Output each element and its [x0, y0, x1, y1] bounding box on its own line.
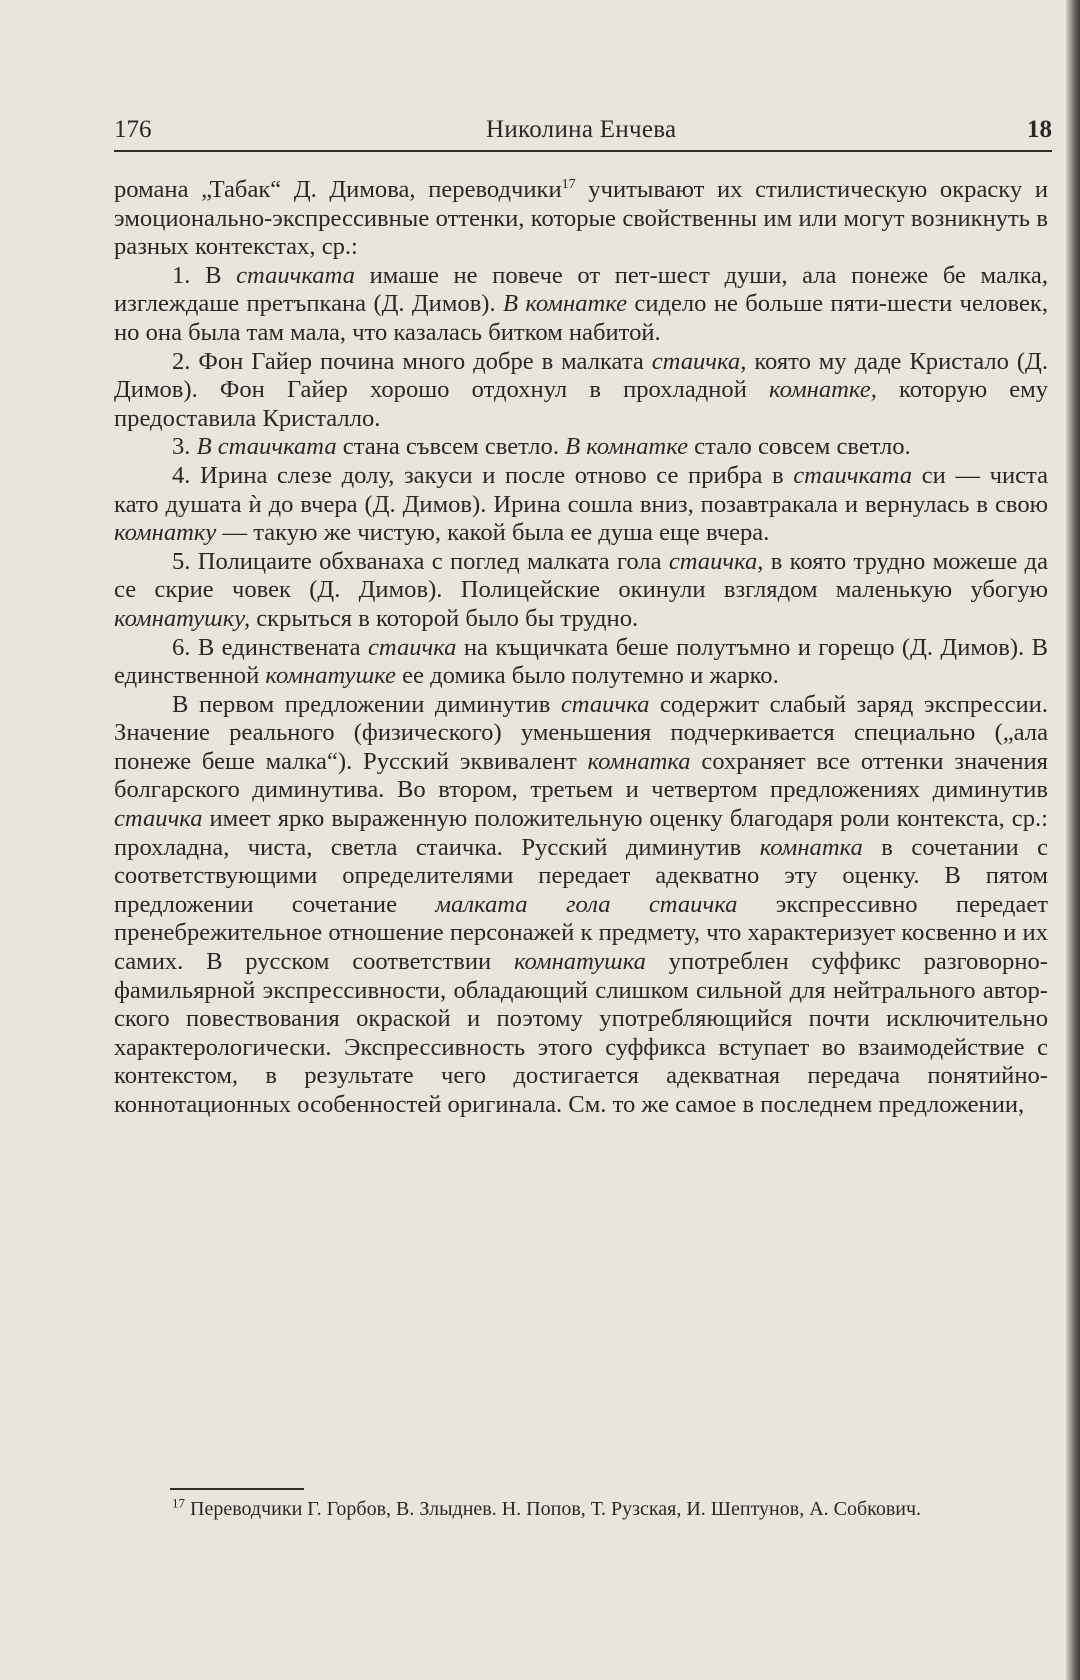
example-paragraph — [114, 548, 1048, 634]
italic-term: стаичката — [236, 261, 355, 289]
italic-term: В комнатке — [565, 433, 689, 461]
footnote-ref: 17 — [561, 176, 576, 192]
italic-term: стаичка, — [668, 547, 764, 575]
example-paragraph — [114, 262, 1048, 348]
text-run: си — чиста като душата ѝ до вчера (Д. Димов). Ирина сошла вниз, позавтракала и вернулась в свою — [114, 461, 1048, 518]
italic-term: комнатке, — [769, 376, 877, 404]
text-run: имаше не повече от пет-шест души, ала понеже бе малка, изглеждаше претъпкана (Д. Димов). — [114, 261, 1048, 318]
text-run: 3. — [172, 433, 197, 461]
italic-term: комнатушка — [513, 948, 646, 976]
text-run: която му даде Кристало (Д. Димов). Фон Гайер хорошо отдохнул в прохладной — [114, 347, 1048, 404]
text-run: 5. Полицаите обхванаха с поглед малката гола — [172, 547, 669, 575]
example-paragraph — [114, 348, 1048, 434]
page-number: 176 — [114, 116, 152, 143]
text-run: 2. Фон Гайер почина много добре в малката — [172, 347, 652, 375]
text-run: 6. В единствената — [172, 633, 368, 661]
italic-term: стаичката — [793, 461, 913, 489]
italic-term: комнатушку, — [114, 604, 251, 632]
text-run: В первом предложении диминутив — [172, 690, 561, 718]
italic-term: комнатку — [114, 519, 217, 547]
text-run: ее домика было полутемно и жарко. — [395, 662, 779, 690]
text-run: стана съвсем светло. — [336, 433, 566, 461]
italic-term: малката гола стаичка — [435, 890, 738, 918]
italic-term: стаичка — [367, 633, 457, 661]
text-run: сидело не больше пяти-шести человек, но она была там мала, что казалась битком набитой. — [114, 290, 1048, 346]
example-paragraph — [114, 634, 1048, 691]
text-run: учитывают их стилистическую окраску и эмоционально-экспрессивные оттенки, которые свойственны им или могут возникнуть в разных контекстах, ср.: — [114, 176, 1048, 261]
text-run: употреблен суффикс разговорно-фамильярной экспрессивности, обладающий слишком сильной для нейтрального авторского повествования окраской и поэтому употребляющийся почти исключительно характерологически. Экспрессивность этого суффикса вступает во взаимодействие с контекстом, в результате чего достигается адекватная передача понятийно-коннотационных особенностей оригинала. См. то же самое в последнем предложении, — [114, 948, 1048, 1118]
footnote — [114, 1496, 1048, 1523]
text-run: в която трудно можеше да се скрие човек (Д. Димов). Полицейские окинули взглядом маленькую убогую — [114, 547, 1048, 604]
text-run: — такую же чистую, какой была ее душа еще вчера. — [216, 519, 770, 547]
text-run: скрыться в которой было бы трудно. — [250, 604, 639, 632]
page-edge-shadow — [1066, 0, 1080, 1680]
text-run: содержит слабый заряд экспрессии. Значение реального (физического) уменьшения подчеркивается специально („ала понеже беше малка“). Русский эквивалент — [114, 690, 1048, 775]
text-run: которую ему предоставила Кристалло. — [114, 376, 1048, 432]
footnote-text: Переводчики Г. Горбов, В. Злыднев. Н. Попов, Т. Рузская, И. Шептунов, А. Собкович. — [185, 1498, 922, 1520]
italic-term: комнатушке — [265, 662, 396, 690]
italic-term: комнатка — [587, 747, 691, 775]
italic-term: комнатка — [759, 833, 863, 861]
text-run: романа „Табак“ Д. Димова, переводчики — [114, 176, 562, 203]
paragraph-continuation — [114, 176, 1048, 262]
page-corner-mark: 18 — [1027, 116, 1052, 143]
italic-term: В комнатке — [503, 290, 628, 318]
header-rule — [114, 150, 1052, 152]
italic-term: стаичка — [560, 690, 650, 718]
text-run: 1. В — [172, 261, 237, 289]
analysis-paragraph — [114, 691, 1048, 1120]
body-text — [114, 176, 1048, 1120]
example-paragraph — [114, 433, 1048, 462]
text-run: на къщичката беше полутъмно и горещо (Д. Димов). В единственной — [114, 633, 1048, 690]
text-run: стало совсем светло. — [688, 433, 911, 461]
running-head-author: Николина Енчева — [486, 116, 677, 143]
text-run: имеет ярко выраженную положительную оценку благодаря роли контекста, ср.: прохладна, чиста, светла стаичка. Русский диминутив — [114, 805, 1048, 861]
italic-term: стаичка — [114, 805, 203, 833]
italic-term: стаичка, — [651, 347, 747, 375]
text-run: экспрессивно передает пренебрежительное отношение персонажей к предмету, что характеризует косвенно и их самих. В русском соответствии — [114, 890, 1048, 976]
page-header — [114, 112, 1052, 148]
footnote-rule — [170, 1488, 304, 1490]
text-run: 4. Ирина слезе долу, закуси и после отново се прибра в — [172, 461, 794, 489]
italic-term: В стаичката — [196, 433, 337, 461]
text-run: сохраняет все оттенки значения болгарского диминутива. Во втором, третьем и четвертом предложениях диминутив — [114, 747, 1048, 804]
footnote-number: 17 — [172, 1495, 185, 1511]
example-paragraph — [114, 462, 1048, 548]
text-run: в сочетании с соответствующими определителями передает адекватно эту оценку. В пятом предложении сочетание — [114, 833, 1048, 918]
